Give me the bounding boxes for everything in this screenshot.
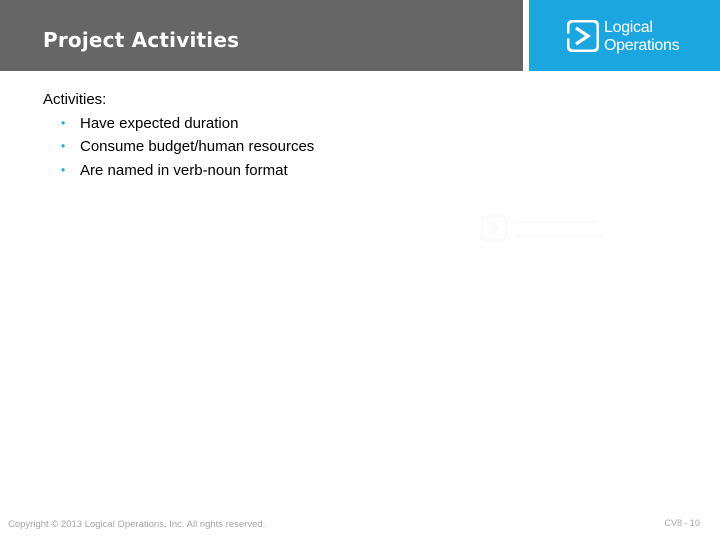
bullet-icon: • [61, 139, 66, 153]
logo-watermark [478, 210, 608, 254]
bullet-item [43, 112, 314, 136]
logical-operations-logo-icon [567, 20, 599, 52]
title-bar [0, 0, 523, 71]
logo-text-logical: Logical [604, 19, 653, 36]
footer-page-number: CV8 - 10 [664, 518, 700, 528]
logo-banner [529, 0, 720, 71]
logo-text-operations: Operations [604, 37, 680, 54]
bullet-text: Consume budget/human resources [80, 138, 315, 155]
footer-copyright: Copyright © 2013 Logical Operations, Inc. All rights reserved. [8, 519, 266, 530]
slide-body [43, 88, 314, 182]
bullet-text: Have expected duration [80, 114, 239, 132]
bullet-icon: • [61, 162, 66, 177]
bullet-icon: • [61, 115, 66, 130]
bullet-item [43, 135, 314, 159]
slide-title: Project Activities [43, 28, 240, 52]
bullet-item [43, 159, 314, 183]
bullet-text: Are named in verb-noun format [80, 161, 288, 179]
intro-text: Activities: [43, 91, 107, 108]
bullet-list [43, 112, 314, 183]
